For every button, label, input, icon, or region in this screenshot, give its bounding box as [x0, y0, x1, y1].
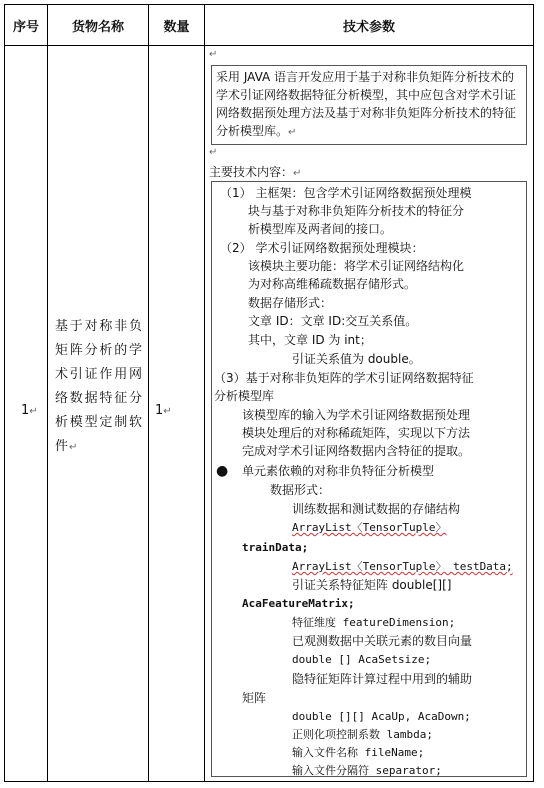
content-line: 文章 ID：文章 ID:交互关系值。 [248, 314, 418, 328]
content-line: 输入文件名称 fileName; [292, 746, 425, 759]
row-number: 1↵ [21, 403, 38, 418]
header-spec: 技术参数 [342, 19, 395, 35]
main-content-title: 主要技术内容：↵ [209, 165, 302, 179]
intro-box: 采用 JAVA 语言开发应用于基于对称非负矩阵分析技术的学术引证网络数据特征分析模型，其中应包含对学术引证网络数据预处理方法及基于对称非负矩阵分析技术的特征分析模型库。↵ [211, 65, 527, 145]
content-line: 数据形式： [270, 483, 331, 497]
column-divider [204, 5, 205, 781]
goods-name-text: 基于对称非负矩阵分析的学术引证作用网络数据特征分析模型定制软件 [55, 319, 143, 454]
content-line: ArrayList〈TensorTuple〉 testData; [292, 560, 513, 573]
content-line: 完成对学术引证网络数据内含特征的提取。 [242, 444, 471, 458]
content-box [211, 181, 527, 777]
paragraph-mark: ↵ [209, 147, 218, 158]
content-line: double [] AcaSetsize; [292, 653, 432, 666]
content-line: 为对称高维稀疏数据存储形式。 [248, 277, 417, 291]
content-line: 矩阵 [242, 691, 267, 705]
content-line: （2） 学术引证网络数据预处理模块： [220, 241, 424, 255]
content-line: 隐特征矩阵计算过程中用到的辅助 [292, 672, 473, 686]
header-qty: 数量 [163, 19, 190, 35]
column-divider [148, 5, 149, 781]
content-line: 正则化项控制系数 lambda; [292, 728, 433, 741]
content-line: 输入文件分隔符 separator; [292, 764, 442, 777]
row-quantity: 1↵ [155, 403, 172, 418]
intro-text: 采用 JAVA 语言开发应用于基于对称非负矩阵分析技术的学术引证网络数据特征分析模型，其中应包含对学术引证网络数据预处理方法及基于对称非负矩阵分析技术的特征分析模型库。 [216, 70, 517, 138]
content-line: 模块处理后的对称稀疏矩阵，实现以下方法 [242, 426, 471, 440]
content-line: 特征维度 featureDimension; [292, 616, 456, 629]
content-line: 已观测数据中关联元素的数目向量 [292, 634, 473, 648]
content-line: 析模型库及两者间的接口。 [248, 222, 393, 236]
content-line: 该模型库的输入为学术引证网络数据预处理 [242, 408, 471, 422]
content-line: 其中，文章 ID 为 int； [248, 333, 372, 347]
content-line: 块与基于对称非负矩阵分析技术的特征分 [248, 204, 465, 218]
content-line: （3）基于对称非负矩阵的学术引证网络数据特征 [214, 371, 474, 385]
paragraph-mark: ↵ [209, 49, 218, 60]
row-number-text: 1 [21, 403, 30, 418]
content-line: 引证关系特征矩阵 double[][] [292, 578, 452, 592]
content-line: AcaFeatureMatrix; [242, 597, 355, 610]
content-line: 数据存储形式： [248, 296, 333, 310]
content-line: 训练数据和测试数据的存储结构 [292, 502, 461, 516]
row-quantity-text: 1 [155, 403, 164, 418]
bullet-icon: ● [216, 463, 229, 479]
content-line: ArrayList〈TensorTuple〉 [292, 521, 447, 534]
header-name: 货物名称 [71, 19, 124, 35]
content-line: double [][] AcaUp, AcaDown; [292, 710, 471, 723]
content-line: 单元素依赖的对称非负特征分析模型 [242, 464, 435, 478]
content-line: 该模块主要功能：将学术引证网络结构化 [248, 259, 465, 273]
spec-table [4, 4, 534, 782]
content-line: 分析模型库 [214, 389, 275, 403]
column-divider [47, 5, 48, 781]
content-line: trainData; [242, 541, 309, 554]
content-line: （1） 主框架：包含学术引证网络数据预处理模 [220, 186, 472, 200]
header-divider [5, 45, 533, 46]
header-no: 序号 [12, 19, 39, 35]
goods-name: 基于对称非负矩阵分析的学术引证作用网络数据特征分析模型定制软件↵ [55, 319, 143, 454]
content-line: 引证关系值为 double。 [292, 352, 421, 366]
